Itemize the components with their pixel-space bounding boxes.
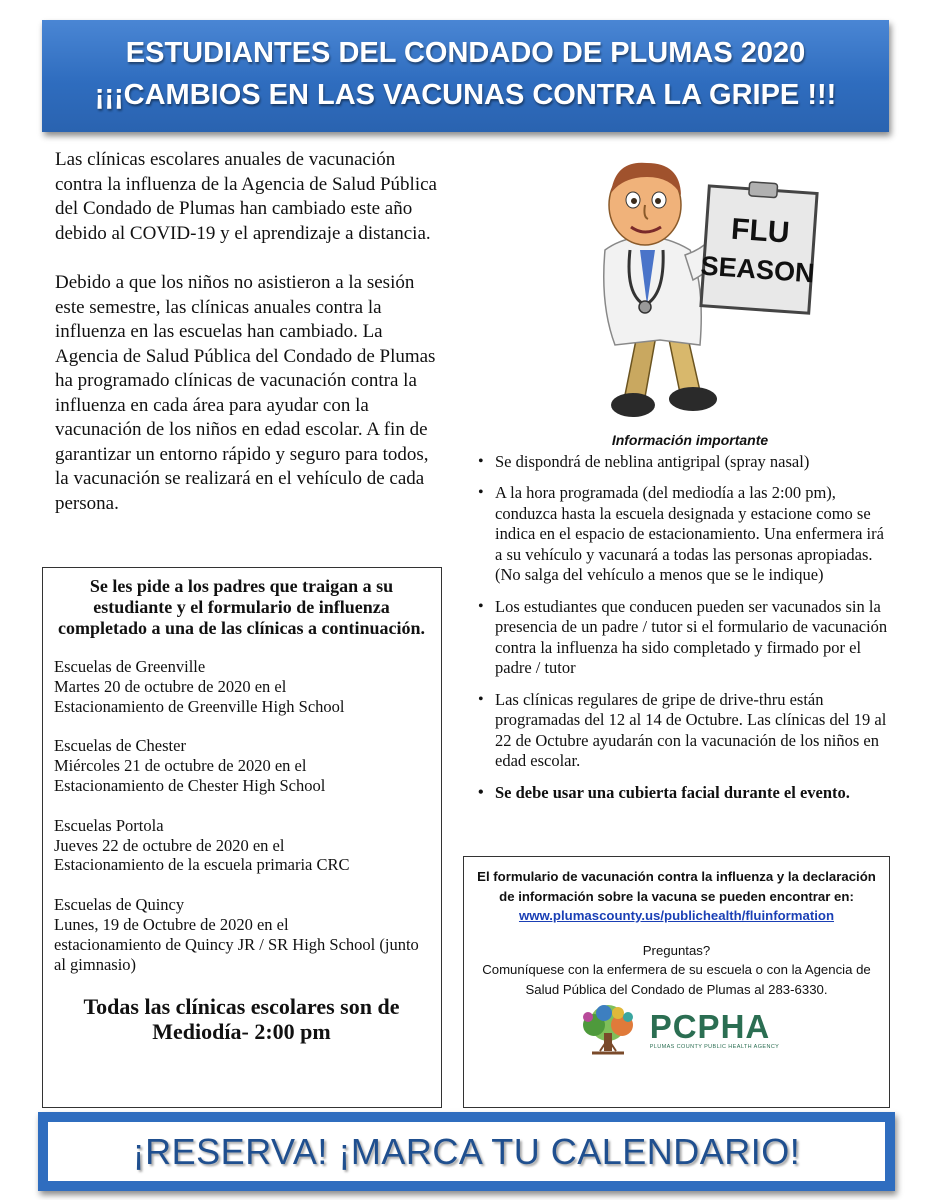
school-date: Lunes, 19 de Octubre de 2020 en el — [54, 914, 289, 934]
school-entry — [54, 816, 429, 875]
info-item-face-covering: • Se debe usar una cubierta facial durante el evento. — [470, 783, 890, 804]
forms-info-box — [463, 856, 890, 1108]
contact-text: Comuníquese con la enfermera de su escuela o con la Agencia de Salud Pública del Condado de Plumas al 283-6330. — [482, 962, 871, 997]
flu-info-link[interactable]: www.plumascounty.us/publichealth/fluinformation — [518, 908, 835, 923]
school-entry — [54, 657, 429, 716]
intro-section — [55, 148, 440, 516]
doctor-flu-season-icon — [585, 155, 820, 425]
info-item: • A la hora programada (del mediodía a las 2:00 pm), conduzca hasta la escuela designada y estacione como se indica en el espacio de estacionamiento. Una enfermera irá a su vehículo y vacunará a todas las personas apropiadas. (No salga del vehículo a menos que se le indique) — [470, 483, 890, 586]
forms-text: El formulario de vacunación contra la influenza y la declaración de información sobre la vacuna se pueden encontrar en: — [477, 869, 876, 904]
tree-logo-icon — [574, 1003, 642, 1057]
sign-text-line1: FLU — [730, 212, 791, 250]
school-name: Escuelas Portola — [54, 815, 164, 835]
header-banner — [42, 20, 889, 132]
page-title-line1: ESTUDIANTES DEL CONDADO DE PLUMAS 2020 — [125, 37, 806, 69]
school-place: Estacionamiento de Greenville High School — [54, 696, 345, 716]
info-item: • Los estudiantes que conducen pueden ser vacunados sin la presencia de un padre / tutor si el formulario de vacunación contra la influenza ha sido completado y firmado por el padre / tutor — [470, 597, 890, 679]
intro-paragraph-2: Debido a que los niños no asistieron a la sesión este semestre, las clínicas anuales contra la influenza en las escuelas han cambiado. La Agencia de Salud Pública del Condado de Plumas ha programado clínicas de vacunación contra la influenza en cada área para ayudar con la vacunación de los niños en edad escolar. A fin de garantizar un entorno rápido y seguro para todos, la vacunación se realizará en el vehículo de cada persona. — [55, 272, 436, 514]
school-name: Escuelas de Chester — [54, 736, 186, 756]
school-place: Estacionamiento de Chester High School — [54, 775, 326, 795]
school-name: Escuelas de Greenville — [54, 657, 206, 676]
footer-banner — [38, 1112, 895, 1191]
logo-name: PCPHA — [649, 1007, 771, 1045]
school-date: Miércoles 21 de octubre de 2020 en el — [54, 756, 307, 776]
footer-text: ¡RESERVA! ¡MARCA TU CALENDARIO! — [48, 1122, 885, 1181]
school-date: Martes 20 de octubre de 2020 en el — [54, 676, 287, 696]
school-place: estacionamiento de Quincy JR / SR High School (junto al gimnasio) — [54, 934, 419, 974]
sign-text-line2: SEASON — [699, 250, 816, 289]
clinics-heading: Se les pide a los padres que traigan a su estudiante y el formulario de influenza completado a una de las clínicas a continuación. — [57, 576, 426, 638]
school-place: Estacionamiento de la escuela primaria CRC — [54, 855, 350, 875]
clinics-hours: Todas las clínicas escolares son de Mediodía- 2:00 pm — [83, 994, 400, 1045]
page-title-line2: ¡¡¡CAMBIOS EN LAS VACUNAS CONTRA LA GRIPE !!! — [94, 79, 837, 111]
school-name: Escuelas de Quincy — [54, 895, 185, 915]
info-item: • Las clínicas regulares de gripe de drive-thru están programadas del 12 al 14 de Octubre. Las clínicas del 19 al 22 de Octubre ayudarán con la vacunación de los niños en edad escolar. — [470, 690, 890, 772]
pcpha-logo — [474, 1003, 879, 1057]
intro-paragraph-1: Las clínicas escolares anuales de vacunación contra la influenza de la Agencia de Salud Pública del Condado de Plumas han cambiado este año debido al COVID-19 y el aprendizaje a distancia. — [55, 149, 437, 244]
doctor-illustration — [585, 155, 820, 425]
info-list — [470, 452, 890, 804]
school-entry — [54, 736, 429, 795]
school-date: Jueves 22 de octubre de 2020 en el — [54, 835, 285, 855]
info-item: • Se dispondrá de neblina antigripal (spray nasal) — [470, 452, 890, 473]
questions-label: Preguntas? — [642, 942, 711, 958]
info-title: Información importante — [611, 432, 769, 448]
clinics-box — [42, 567, 442, 1108]
logo-subtitle: PLUMAS COUNTY PUBLIC HEALTH AGENCY — [649, 1043, 780, 1050]
important-info-section — [470, 430, 890, 814]
school-entry — [54, 895, 429, 974]
